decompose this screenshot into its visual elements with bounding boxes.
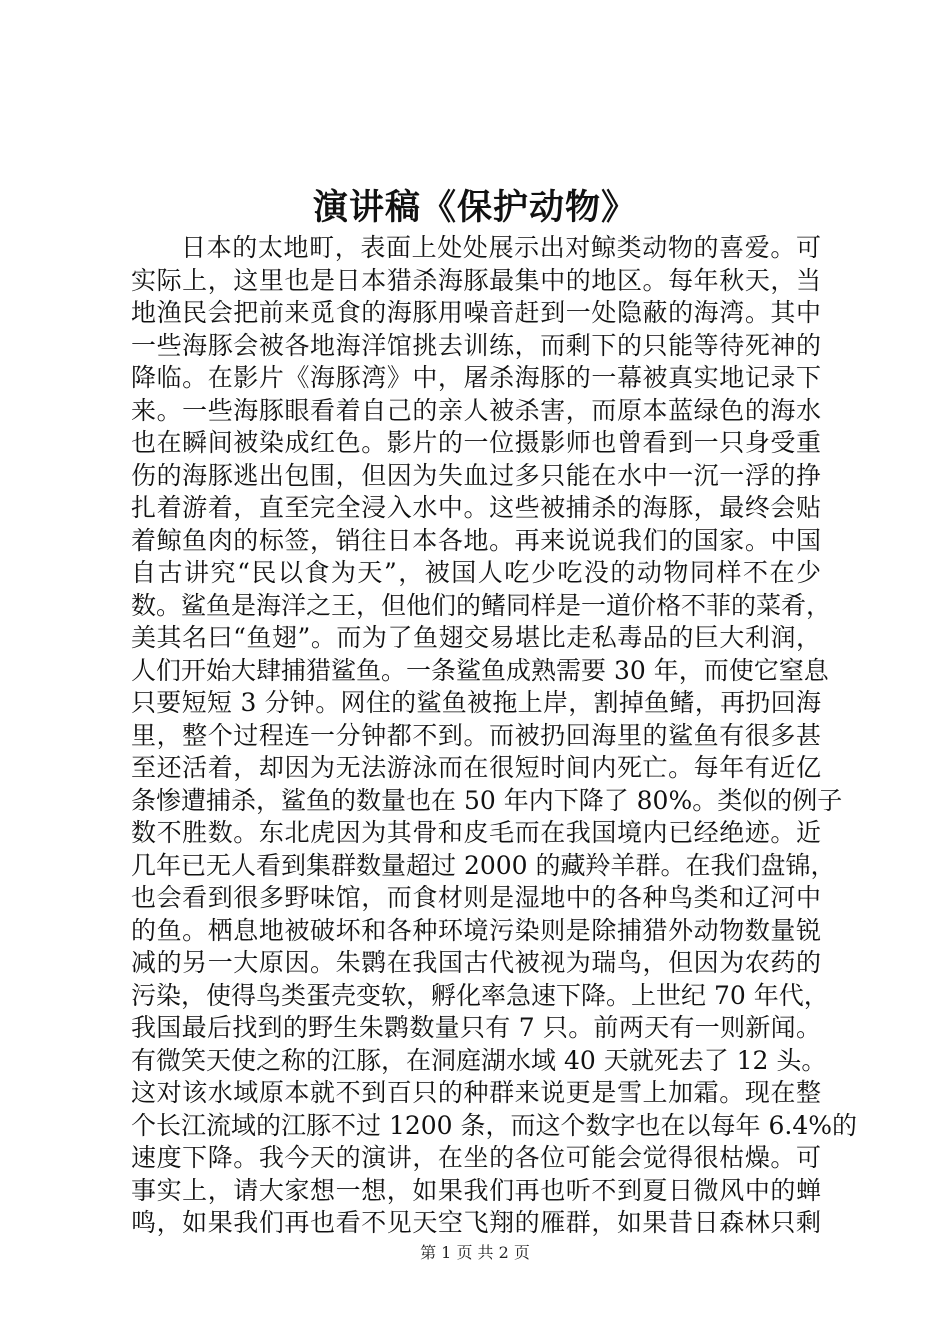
body-line: 这对该水域原本就不到百只的种群来说更是雪上加霜。现在整 xyxy=(131,1078,821,1107)
body-line: 一些海豚会被各地海洋馆挑去训练，而剩下的只能等待死神的 xyxy=(131,330,821,360)
body-line: 的鱼。栖息地被破坏和各种环境污染则是除捕猎外动物数量锐 xyxy=(131,915,821,945)
body-line: 也在瞬间被染成红色。影片的一位摄影师也曾看到一只身受重 xyxy=(131,428,821,457)
body-line: 自古讲究“民以食为天”，被国人吃少吃没的动物同样不在少 xyxy=(131,558,821,587)
body-line: 地渔民会把前来觅食的海豚用噪音赶到一处隐蔽的海湾。其中 xyxy=(131,298,821,327)
body-line: 伤的海豚逃出包围，但因为失血过多只能在水中一沉一浮的挣 xyxy=(131,460,821,490)
body-line: 有微笑天使之称的江豚，在洞庭湖水域 40 天就死去了 12 头。 xyxy=(131,1045,827,1075)
body-line: 减的另一大原因。朱鹮在我国古代被视为瑞鸟，但因为农药的 xyxy=(131,948,821,977)
page-number-footer: 第 1 页 共 2 页 xyxy=(420,1243,530,1262)
body-line: 日本的太地町，表面上处处展示出对鲸类动物的喜爱。可 xyxy=(181,233,821,262)
document-title: 演讲稿《保护动物》 xyxy=(312,187,637,228)
body-line: 人们开始大肆捕猎鲨鱼。一条鲨鱼成熟需要 30 年，而使它窒息 xyxy=(131,655,829,685)
body-line: 我国最后找到的野生朱鹮数量只有 7 只。前两天有一则新闻。 xyxy=(131,1013,821,1042)
body-line: 里，整个过程连一分钟都不到。而被扔回海里的鲨鱼有很多甚 xyxy=(131,720,821,750)
body-line: 鸣，如果我们再也看不见天空飞翔的雁群，如果昔日森林只剩 xyxy=(131,1208,821,1237)
body-line: 降临。在影片《海豚湾》中，屠杀海豚的一幕被真实地记录下 xyxy=(131,363,821,392)
body-line: 至还活着，却因为无法游泳而在很短时间内死亡。每年有近亿 xyxy=(131,753,821,782)
body-line: 事实上，请大家想一想，如果我们再也听不到夏日微风中的蝉 xyxy=(131,1175,821,1205)
body-line: 扎着游着，直至完全浸入水中。这些被捕杀的海豚，最终会贴 xyxy=(131,493,821,522)
body-line: 只要短短 3 分钟。网住的鲨鱼被拖上岸，割掉鱼鳍，再扔回海 xyxy=(131,688,821,717)
body-line: 数。鲨鱼是海洋之王，但他们的鳍同样是一道价格不菲的菜肴， xyxy=(131,590,832,620)
body-line: 实际上，这里也是日本猎杀海豚最集中的地区。每年秋天，当 xyxy=(131,265,821,295)
body-line: 数不胜数。东北虎因为其骨和皮毛而在我国境内已经绝迹。近 xyxy=(131,818,821,847)
document-body xyxy=(131,232,857,1240)
body-line: 速度下降。我今天的演讲，在坐的各位可能会觉得很枯燥。可 xyxy=(131,1143,821,1172)
body-line: 美其名曰“鱼翅”。而为了鱼翅交易堪比走私毒品的巨大利润， xyxy=(131,623,821,652)
body-line: 几年已无人看到集群数量超过 2000 的藏羚羊群。在我们盘锦， xyxy=(131,850,836,880)
body-line: 条惨遭捕杀，鲨鱼的数量也在 50 年内下降了 80%。类似的例子 xyxy=(131,785,843,815)
body-line: 也会看到很多野味馆，而食材则是湿地中的各种鸟类和辽河中 xyxy=(131,883,821,912)
body-line: 个长江流域的江豚不过 1200 条，而这个数字也在以每年 6.4%的 xyxy=(131,1110,857,1140)
body-line: 来。一些海豚眼看着自己的亲人被杀害，而原本蓝绿色的海水 xyxy=(131,395,821,425)
body-line: 着鲸鱼肉的标签，销往日本各地。再来说说我们的国家。中国 xyxy=(131,525,821,555)
body-line: 污染，使得鸟类蛋壳变软，孵化率急速下降。上世纪 70 年代， xyxy=(131,980,829,1010)
